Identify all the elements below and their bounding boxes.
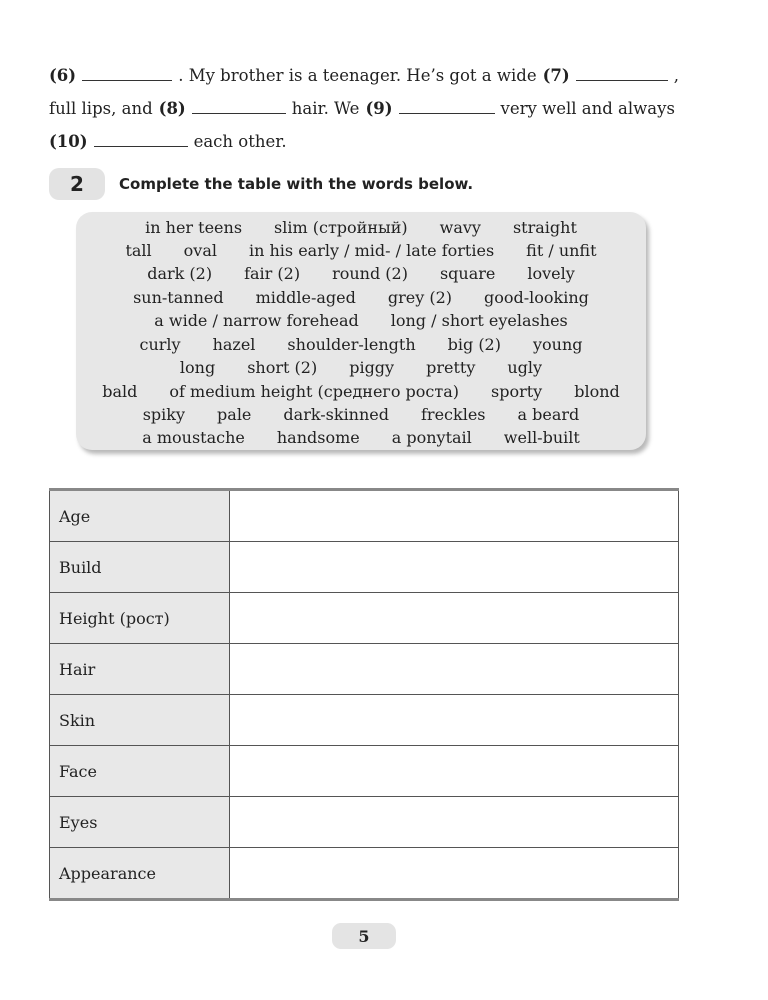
word-row <box>76 264 646 283</box>
word-row <box>76 241 646 260</box>
word-row <box>76 335 646 354</box>
exercise-text: hair. We <box>291 99 360 118</box>
word-item: a beard <box>517 405 580 424</box>
word-item: straight <box>512 218 577 237</box>
word-item: in his early / mid- / late forties <box>248 241 495 260</box>
row-label: Age <box>50 490 230 542</box>
word-item: pale <box>217 405 252 424</box>
table-row <box>50 593 679 644</box>
word-item: freckles <box>421 405 486 424</box>
page-number-text: 5 <box>358 926 370 946</box>
word-item: curly <box>139 335 181 354</box>
word-item: long / short eyelashes <box>390 311 568 330</box>
word-row <box>76 311 646 330</box>
answer-cell[interactable] <box>230 490 679 542</box>
exercise-text: each other. <box>193 132 287 151</box>
word-row <box>76 218 646 237</box>
blank-number-10: (10) <box>49 132 88 151</box>
blank-number-9: (9) <box>365 99 393 118</box>
word-item: big (2) <box>447 335 501 354</box>
word-item: sporty <box>491 382 543 401</box>
row-label: Appearance <box>50 848 230 900</box>
task-number-badge <box>49 168 105 200</box>
table-row <box>50 797 679 848</box>
word-item: a wide / narrow forehead <box>154 311 359 330</box>
word-row <box>76 428 646 447</box>
answer-blank-9[interactable] <box>399 112 495 114</box>
blank-number-6: (6) <box>49 66 77 85</box>
row-label: Eyes <box>50 797 230 848</box>
word-item: dark (2) <box>147 264 213 283</box>
word-item: square <box>439 264 496 283</box>
word-item: of medium height (среднего роста) <box>169 382 459 401</box>
word-item: a moustache <box>142 428 245 447</box>
word-item: oval <box>183 241 217 260</box>
word-item: in her teens <box>145 218 243 237</box>
answer-cell[interactable] <box>230 746 679 797</box>
answer-blank-8[interactable] <box>192 112 286 114</box>
exercise-line-2 <box>49 99 679 118</box>
word-item: middle-aged <box>255 288 356 307</box>
answer-cell[interactable] <box>230 593 679 644</box>
answer-table <box>49 488 679 901</box>
row-label: Build <box>50 542 230 593</box>
word-item: fair (2) <box>244 264 301 283</box>
page-number <box>332 923 396 949</box>
word-item: lovely <box>527 264 575 283</box>
answer-cell[interactable] <box>230 848 679 900</box>
word-row <box>76 382 646 401</box>
table-row <box>50 542 679 593</box>
exercise-text: full lips, and <box>49 99 153 118</box>
task-number: 2 <box>70 172 84 196</box>
word-item: pretty <box>426 358 476 377</box>
word-row <box>76 405 646 424</box>
word-item: grey (2) <box>387 288 453 307</box>
word-item: a ponytail <box>391 428 472 447</box>
table-row <box>50 490 679 542</box>
word-item: hazel <box>212 335 256 354</box>
word-item: young <box>532 335 583 354</box>
table-row <box>50 848 679 900</box>
word-item: wavy <box>439 218 481 237</box>
word-row <box>76 358 646 377</box>
exercise-line-1 <box>49 66 679 85</box>
task-instruction: Complete the table with the words below. <box>119 175 474 193</box>
table-row <box>50 695 679 746</box>
word-item: bald <box>102 382 138 401</box>
word-item: ugly <box>507 358 543 377</box>
word-item: short (2) <box>247 358 318 377</box>
exercise-text: very well and always <box>500 99 675 118</box>
word-item: fit / unfit <box>526 241 597 260</box>
word-row <box>76 288 646 307</box>
answer-cell[interactable] <box>230 797 679 848</box>
exercise-text: , <box>673 66 679 85</box>
word-box <box>76 212 646 450</box>
word-item: slim (стройный) <box>274 218 408 237</box>
answer-blank-7[interactable] <box>576 79 668 81</box>
answer-cell[interactable] <box>230 542 679 593</box>
word-item: dark-skinned <box>283 405 389 424</box>
word-item: good-looking <box>484 288 589 307</box>
word-item: handsome <box>276 428 360 447</box>
word-item: sun-tanned <box>133 288 224 307</box>
exercise-line-3 <box>49 132 679 151</box>
word-item: tall <box>125 241 152 260</box>
row-label: Skin <box>50 695 230 746</box>
answer-blank-6[interactable] <box>82 79 172 81</box>
word-item: piggy <box>349 358 395 377</box>
table-row <box>50 644 679 695</box>
answer-cell[interactable] <box>230 644 679 695</box>
word-item: round (2) <box>332 264 408 283</box>
blank-number-8: (8) <box>158 99 186 118</box>
word-item: blond <box>574 382 620 401</box>
answer-blank-10[interactable] <box>94 145 188 147</box>
word-item: spiky <box>142 405 186 424</box>
word-item: long <box>179 358 216 377</box>
exercise-text: . My brother is a teenager. He’s got a wide <box>178 66 537 85</box>
table-row <box>50 746 679 797</box>
row-label: Face <box>50 746 230 797</box>
row-label: Hair <box>50 644 230 695</box>
blank-number-7: (7) <box>542 66 570 85</box>
answer-cell[interactable] <box>230 695 679 746</box>
word-item: shoulder-length <box>287 335 416 354</box>
word-item: well-built <box>503 428 580 447</box>
row-label: Height (рост) <box>50 593 230 644</box>
